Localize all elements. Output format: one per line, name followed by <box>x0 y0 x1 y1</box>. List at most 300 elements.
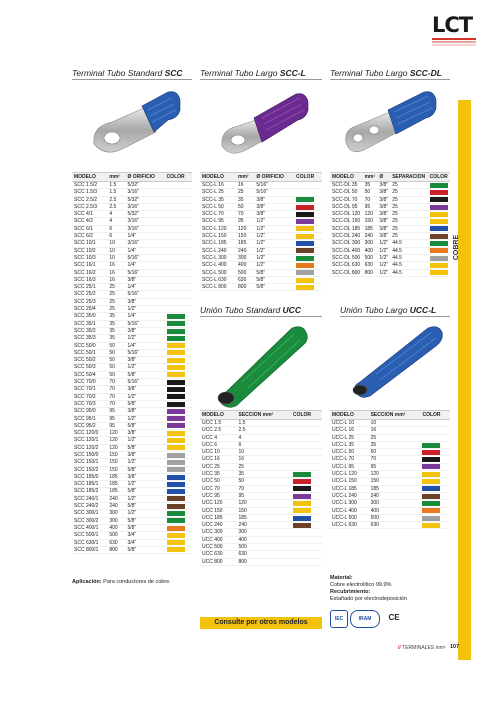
table-row <box>72 284 192 291</box>
table-cell: 95 <box>236 492 290 499</box>
table-row <box>72 254 192 261</box>
table-row <box>200 441 322 448</box>
table-row <box>330 478 450 485</box>
table-header-row <box>72 173 192 182</box>
table-cell: UCC-L 10 <box>330 420 369 427</box>
color-swatch-cell <box>428 262 450 269</box>
table-cell: 5/8" <box>125 546 164 553</box>
table-cell: 3/8" <box>377 218 390 225</box>
table-cell: 3/8" <box>125 408 164 415</box>
table-cell: UCC 240 <box>200 522 236 529</box>
table-row <box>200 551 322 558</box>
table-cell: 95 <box>107 415 125 422</box>
table-cell: UCC-L 70 <box>330 456 369 463</box>
table-cell: SCC-L 630 <box>200 276 236 283</box>
table-cell: 50 <box>107 342 125 349</box>
table-cell: 35 <box>107 327 125 334</box>
table-row <box>330 269 450 276</box>
color-swatch <box>167 234 185 239</box>
color-swatch-cell <box>420 471 450 478</box>
color-swatch <box>167 270 185 275</box>
table-cell: SCC-L 16 <box>200 182 236 189</box>
table-cell: 50 <box>236 478 290 485</box>
table-row <box>330 500 450 507</box>
table-cell: SCC 10/2 <box>72 247 107 254</box>
column-header: mm² <box>236 173 254 182</box>
table-row <box>200 463 322 470</box>
color-swatch-cell <box>165 262 192 269</box>
color-swatch <box>296 248 314 253</box>
color-swatch-cell <box>428 225 450 232</box>
table-row <box>72 517 192 524</box>
table-cell: 6 <box>236 441 290 448</box>
color-swatch-cell <box>294 211 322 218</box>
table-cell: UCC 16 <box>200 456 236 463</box>
table-row <box>72 444 192 451</box>
color-swatch-cell <box>420 500 450 507</box>
table-cell: UCC 120 <box>200 500 236 507</box>
table-cell: 150 <box>107 459 125 466</box>
table-row <box>330 507 450 514</box>
color-swatch-cell <box>165 276 192 283</box>
color-swatch-cell <box>420 492 450 499</box>
table-cell: 150 <box>363 218 378 225</box>
table-row <box>330 240 450 247</box>
table-cell: SCC-L 95 <box>200 218 236 225</box>
table-cell: 240 <box>236 522 290 529</box>
table-row <box>200 203 322 210</box>
color-swatch <box>167 248 185 253</box>
color-swatch-cell <box>291 485 322 492</box>
category-label: COBRE <box>453 234 461 261</box>
table-cell: SCC-DL 150 <box>330 218 363 225</box>
table-cell: SCC 1.5/2 <box>72 182 107 189</box>
table-row <box>72 357 192 364</box>
color-swatch-cell <box>165 393 192 400</box>
color-swatch-cell <box>165 451 192 458</box>
table-cell: UCC 10 <box>200 449 236 456</box>
iram-cert-icon: IRAM <box>350 610 380 628</box>
color-swatch <box>167 307 185 312</box>
color-swatch <box>167 314 185 319</box>
color-swatch-cell <box>291 500 322 507</box>
color-swatch <box>430 270 448 275</box>
color-swatch <box>167 299 185 304</box>
table-cell: 3/16" <box>125 189 164 196</box>
table-cell: UCC-L 25 <box>330 434 369 441</box>
color-swatch-cell <box>294 233 322 240</box>
table-cell: SCC 2.5/3 <box>72 203 107 210</box>
color-swatch-cell <box>428 196 450 203</box>
table-row <box>330 211 450 218</box>
table-cell: 5/16" <box>125 291 164 298</box>
table-cell: 10 <box>107 247 125 254</box>
table-cell: 50 <box>107 349 125 356</box>
color-swatch-cell <box>291 514 322 521</box>
table-cell: SCC 240/1 <box>72 495 107 502</box>
table-row <box>72 262 192 269</box>
table-cell: SCC-L 800 <box>200 284 236 291</box>
table-cell: 800 <box>107 546 125 553</box>
color-swatch <box>293 486 311 491</box>
color-swatch-cell <box>165 437 192 444</box>
color-swatch-cell <box>294 218 322 225</box>
table-cell: SCC-DL 300 <box>330 240 363 247</box>
table-cell: SCC-L 150 <box>200 233 236 240</box>
table-cell: SCC-DL 630 <box>330 262 363 269</box>
table-cell: UCC 4 <box>200 434 236 441</box>
table-cell: SCC-L 500 <box>200 269 236 276</box>
table-row <box>200 500 322 507</box>
table-cell: 630 <box>107 539 125 546</box>
color-swatch <box>167 496 185 501</box>
table-cell: 3/16" <box>125 240 164 247</box>
color-swatch-cell <box>428 218 450 225</box>
column-header: COLOR <box>165 173 192 182</box>
color-swatch <box>293 508 311 513</box>
color-swatch <box>430 197 448 202</box>
table-cell: 1/4" <box>125 247 164 254</box>
table-header-row <box>330 411 450 420</box>
color-swatch-cell <box>165 291 192 298</box>
color-swatch <box>422 472 440 477</box>
table-row <box>200 269 322 276</box>
table-row <box>72 408 192 415</box>
table-cell: 1/2" <box>377 247 390 254</box>
color-swatch-cell <box>165 546 192 553</box>
table-cell: UCC 300 <box>200 529 236 536</box>
logo-bars <box>432 38 476 47</box>
table-cell: 35 <box>107 335 125 342</box>
table-cell: 5/8" <box>125 371 164 378</box>
table-cell: 185 <box>369 485 421 492</box>
table-cell: 3/4" <box>125 532 164 539</box>
table-cell: SCC 95/1 <box>72 415 107 422</box>
table-cell: 1/2" <box>125 510 164 517</box>
color-swatch-cell <box>291 434 322 441</box>
table-cell: 3/16" <box>125 225 164 232</box>
table-cell: SCC 25/2 <box>72 291 107 298</box>
table-cell: UCC 70 <box>200 485 236 492</box>
color-swatch-cell <box>291 522 322 529</box>
table-row <box>72 225 192 232</box>
table-row <box>200 276 322 283</box>
color-swatch-cell <box>165 306 192 313</box>
table-cell: 25 <box>390 218 427 225</box>
table-cell: 3/8" <box>125 327 164 334</box>
table-cell: UCC-L 50 <box>330 449 369 456</box>
table-row <box>200 427 322 434</box>
table-cell: 1/4" <box>125 284 164 291</box>
table-cell: 1/2" <box>377 269 390 276</box>
table-row <box>72 320 192 327</box>
table-cell: 70 <box>107 393 125 400</box>
column-header: COLOR <box>420 411 450 420</box>
table-row <box>330 492 450 499</box>
ucc-spec-table <box>200 410 322 566</box>
table-row <box>72 342 192 349</box>
table-row <box>330 427 450 434</box>
table-cell: 2.5 <box>107 196 125 203</box>
color-swatch <box>296 263 314 268</box>
table-cell: UCC-L 400 <box>330 507 369 514</box>
table-row <box>200 196 322 203</box>
table-cell: 1.5 <box>236 420 290 427</box>
table-cell: 16 <box>107 262 125 269</box>
table-cell: SCC 95/2 <box>72 422 107 429</box>
table-row <box>72 196 192 203</box>
table-cell: 1/2" <box>254 240 294 247</box>
table-cell: 1/2" <box>254 254 294 261</box>
table-cell: 630 <box>363 262 378 269</box>
column-header: Ø <box>377 173 390 182</box>
table-cell: 25 <box>107 298 125 305</box>
color-swatch-cell <box>420 441 450 448</box>
table-cell: SCC-DL 50 <box>330 189 363 196</box>
table-cell: UCC 25 <box>200 463 236 470</box>
table-cell: SCC-L 35 <box>200 196 236 203</box>
color-swatch-cell <box>420 514 450 521</box>
color-swatch <box>167 343 185 348</box>
table-cell: UCC-L 150 <box>330 478 369 485</box>
color-swatch <box>167 409 185 414</box>
color-swatch-cell <box>165 539 192 546</box>
table-cell: SCC 16/2 <box>72 269 107 276</box>
table-row <box>200 182 322 189</box>
table-cell: 500 <box>369 514 421 521</box>
table-header-row <box>200 173 322 182</box>
color-swatch <box>167 263 185 268</box>
table-cell: SCC-L 120 <box>200 225 236 232</box>
table-cell: SCC 630/1 <box>72 539 107 546</box>
table-cell: 70 <box>107 379 125 386</box>
table-row <box>72 291 192 298</box>
table-cell: 1/2" <box>125 437 164 444</box>
table-cell: SCC 300/1 <box>72 510 107 517</box>
color-swatch-cell <box>428 247 450 254</box>
column-header: SECCION mm² <box>236 411 290 420</box>
color-swatch-cell <box>165 225 192 232</box>
table-cell: 185 <box>236 514 290 521</box>
table-cell: 70 <box>363 196 378 203</box>
table-row <box>72 539 192 546</box>
color-swatch-cell <box>420 427 450 434</box>
color-swatch <box>296 205 314 210</box>
lct-logo <box>432 14 476 48</box>
table-row <box>330 182 450 189</box>
color-swatch-cell <box>165 371 192 378</box>
table-cell: 25 <box>107 284 125 291</box>
color-swatch-cell <box>294 182 322 189</box>
table-cell: 5/16" <box>125 254 164 261</box>
table-row <box>330 225 450 232</box>
color-swatch <box>167 205 185 210</box>
table-cell: 120 <box>107 437 125 444</box>
color-swatch <box>167 358 185 363</box>
color-swatch-cell <box>165 247 192 254</box>
table-row <box>330 522 450 529</box>
table-cell: SCC 70/2 <box>72 393 107 400</box>
table-cell: SCC 70/3 <box>72 400 107 407</box>
table-cell: SCC 800/1 <box>72 546 107 553</box>
table-cell: 300 <box>369 500 421 507</box>
table-cell: 70 <box>107 400 125 407</box>
color-swatch-cell <box>428 233 450 240</box>
table-row <box>72 415 192 422</box>
table-cell: 25 <box>390 196 427 203</box>
table-cell: UCC 150 <box>200 507 236 514</box>
table-cell: 50 <box>107 364 125 371</box>
color-swatch-cell <box>165 320 192 327</box>
table-cell: SCC 35/3 <box>72 335 107 342</box>
table-cell: 1/2" <box>377 262 390 269</box>
column-header: Ø ORIFICIO <box>254 173 294 182</box>
table-row <box>72 386 192 393</box>
color-swatch-cell <box>291 471 322 478</box>
color-swatch <box>422 421 440 426</box>
color-swatch <box>167 431 185 436</box>
color-swatch <box>293 523 311 528</box>
table-cell: 35 <box>236 196 254 203</box>
table-cell: 150 <box>236 507 290 514</box>
color-swatch <box>167 219 185 224</box>
footer-section-label: // TERMINALES mm² <box>398 645 446 651</box>
color-swatch-cell <box>291 544 322 551</box>
color-swatch <box>167 445 185 450</box>
table-cell: 185 <box>107 473 125 480</box>
column-header: MODELO <box>330 411 369 420</box>
table-cell: SCC 6/1 <box>72 225 107 232</box>
table-cell: 10 <box>107 254 125 261</box>
iec-cert-icon: IEC <box>330 610 348 628</box>
table-cell: 50 <box>107 371 125 378</box>
table-cell: SCC 185/1 <box>72 481 107 488</box>
table-cell: SCC-L 240 <box>200 247 236 254</box>
table-cell: 6 <box>107 233 125 240</box>
table-cell: 25 <box>390 225 427 232</box>
table-cell: 44.5 <box>390 269 427 276</box>
table-cell: 4 <box>236 434 290 441</box>
table-cell: 5/8" <box>125 503 164 510</box>
table-cell: SCC 150/2 <box>72 466 107 473</box>
table-cell: 185 <box>363 225 378 232</box>
table-cell: 185 <box>107 488 125 495</box>
color-swatch <box>430 205 448 210</box>
table-row <box>72 430 192 437</box>
table-cell: 185 <box>107 481 125 488</box>
table-cell: UCC-L 185 <box>330 485 369 492</box>
column-header: MODELO <box>72 173 107 182</box>
table-cell: 500 <box>363 254 378 261</box>
color-swatch <box>167 547 185 552</box>
table-cell: 1/4" <box>125 233 164 240</box>
table-cell: UCC-L 35 <box>330 441 369 448</box>
table-cell: SCC-DL 185 <box>330 225 363 232</box>
column-header: COLOR <box>291 411 322 420</box>
table-cell: SCC-L 25 <box>200 189 236 196</box>
color-swatch-cell <box>165 269 192 276</box>
table-cell: 1/2" <box>125 481 164 488</box>
table-cell: 3/16" <box>125 218 164 225</box>
table-row <box>72 495 192 502</box>
column-header: mm² <box>363 173 378 182</box>
table-cell: 95 <box>363 203 378 210</box>
table-cell: SCC 50/2 <box>72 357 107 364</box>
table-cell: 25 <box>369 434 421 441</box>
table-cell: 70 <box>236 211 254 218</box>
table-cell: 16 <box>107 276 125 283</box>
title-ucc: Unión Tubo Standard UCC <box>200 305 322 317</box>
table-cell: 25 <box>107 306 125 313</box>
table-cell: SCC 35/1 <box>72 320 107 327</box>
color-swatch <box>167 453 185 458</box>
color-swatch <box>422 523 440 528</box>
table-cell: 3/4" <box>125 539 164 546</box>
table-cell: 95 <box>107 408 125 415</box>
color-swatch <box>422 494 440 499</box>
color-swatch-cell <box>420 420 450 427</box>
table-cell: 300 <box>107 517 125 524</box>
table-row <box>200 507 322 514</box>
color-swatch <box>296 219 314 224</box>
table-cell: 3/8" <box>125 357 164 364</box>
table-cell: SCC-DL 120 <box>330 211 363 218</box>
table-row <box>330 247 450 254</box>
color-swatch-cell <box>420 485 450 492</box>
table-cell: SCC 25/3 <box>72 298 107 305</box>
color-swatch-cell <box>165 488 192 495</box>
table-cell: 25 <box>390 233 427 240</box>
title-scc-l: Terminal Tubo Largo SCC-L <box>200 68 322 80</box>
table-cell: 70 <box>369 456 421 463</box>
color-swatch <box>167 256 185 261</box>
table-cell: 300 <box>107 510 125 517</box>
color-swatch-cell <box>165 408 192 415</box>
color-swatch <box>430 234 448 239</box>
table-row <box>330 485 450 492</box>
table-header-row <box>330 173 450 182</box>
color-swatch <box>293 464 311 469</box>
color-swatch-cell <box>165 524 192 531</box>
table-cell: 150 <box>369 478 421 485</box>
color-swatch-cell <box>165 466 192 473</box>
table-cell: 35 <box>107 320 125 327</box>
color-swatch <box>293 537 311 542</box>
table-row <box>72 327 192 334</box>
table-cell: SCC 400/1 <box>72 524 107 531</box>
color-swatch <box>293 443 311 448</box>
color-swatch <box>296 190 314 195</box>
table-cell: 400 <box>369 507 421 514</box>
color-swatch <box>422 428 440 433</box>
table-cell: 3/8" <box>125 430 164 437</box>
color-swatch-cell <box>420 434 450 441</box>
color-swatch <box>167 511 185 516</box>
scc-dl-terminal-image <box>342 82 438 162</box>
application-note: Aplicación: Para conductores de cobre. <box>72 579 171 585</box>
color-swatch <box>430 248 448 253</box>
scc-spec-table <box>72 172 192 554</box>
table-cell: 3/8" <box>125 451 164 458</box>
color-swatch-cell <box>165 233 192 240</box>
color-swatch <box>293 479 311 484</box>
table-cell: 240 <box>236 247 254 254</box>
table-cell: SCC 70/1 <box>72 386 107 393</box>
table-row <box>200 254 322 261</box>
table-cell: 5/32" <box>125 182 164 189</box>
table-cell: UCC-L 500 <box>330 514 369 521</box>
table-row <box>200 522 322 529</box>
